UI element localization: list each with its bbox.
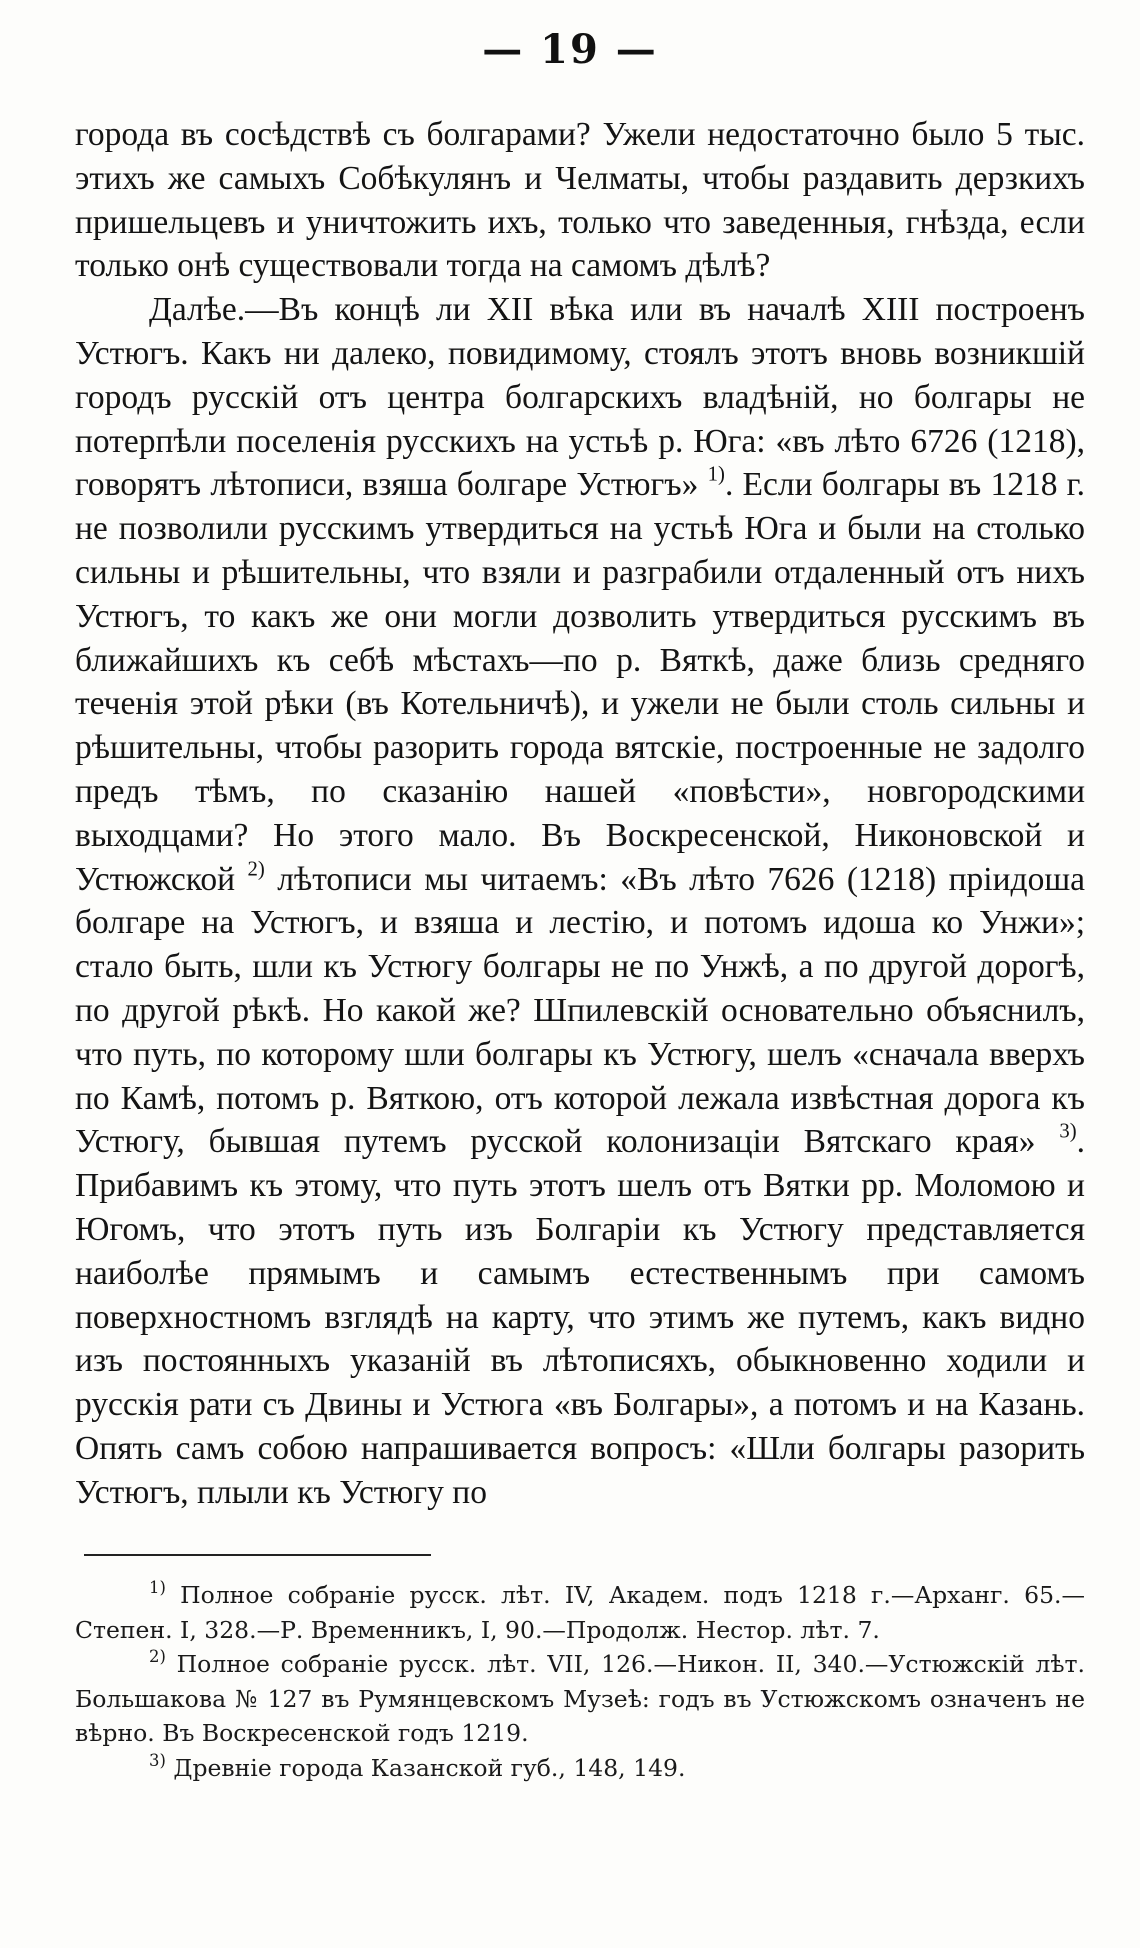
footnote-2 [75, 1647, 1085, 1751]
paragraph-2-part-1: Далѣе.—Въ концѣ ли XII вѣка или въ началѣ XIII построенъ Устюгъ. Какъ ни далеко, повидимому, стоялъ этотъ вновь возникшій городъ русскій отъ центра болгарскихъ владѣній, но болгары не потерпѣли поселенія русскихъ на устьѣ р. Юга: «въ лѣто 6726 (1218), говорятъ лѣтописи, взяша болгаре Устюгъ» [75, 291, 1085, 504]
footnote-1-marker: 1) [149, 1578, 166, 1598]
footnotes [75, 1578, 1085, 1786]
paragraph-2-part-3: лѣтописи мы читаемъ: «Въ лѣто 7626 (1218) пріидоша болгаре на Устюгъ, и взяша и лестію, и потомъ идоша ко Унжи»; стало быть, шли къ Устюгу болгары не по Унжѣ, а по другой дорогѣ, по другой рѣкѣ. Но какой же? Шпилевскій основательно объяснилъ, что путь, по которому шли болгары къ Устюгу, шелъ «сначала вверхъ по Камѣ, потомъ р. Вяткою, отъ которой лежала извѣстная дорога къ Устюгу, бывшая путемъ русской колонизаціи Вятскаго края» [75, 860, 1086, 1161]
page-number: — 19 — [482, 26, 658, 73]
footnote-2-marker: 2) [149, 1647, 166, 1667]
footnote-2-text: Полное собраніе русск. лѣт. VII, 126.—Никон. II, 340.—Устюжскій лѣт. Большакова № 127 въ Румянцевскомъ Музеѣ: годъ въ Устюжскомъ означенъ не вѣрно. Въ Воскресенской годъ 1219. [75, 1650, 1085, 1748]
paragraph-2 [75, 288, 1085, 1514]
paragraph-2-part-4: . Прибавимъ къ этому, что путь этотъ шелъ отъ Вятки рр. Моломою и Югомъ, что этотъ путь изъ Болгаріи къ Устюгу представляется наиболѣе прямымъ и самымъ естественнымъ при самомъ поверхностномъ взглядѣ на карту, что этимъ же путемъ, какъ видно изъ постоянныхъ указаній въ лѣтописяхъ, обыкновенно ходили и русскія рати съ Двины и Устюга «въ Болгары», а потомъ и на Казань. Опять самъ собою напрашивается вопросъ: «Шли болгары разорить Устюгъ, плыли къ Устюгу по [75, 1123, 1085, 1511]
main-text [75, 113, 1085, 1515]
paragraph-2-part-2: . Если болгары въ 1218 г. не позволили русскимъ утвердиться на устьѣ Юга и были на столько сильны и рѣшительны, что взяли и разграбили отдаленный отъ нихъ Устюгъ, то какъ же они могли дозволить утвердиться русскимъ въ ближайшихъ къ себѣ мѣстахъ—по р. Вяткѣ, даже близь средняго теченія этой рѣки (въ Котельничѣ), и ужели не были столь сильны и рѣшительны, чтобы разорить города вятскіе, построенные не задолго предъ тѣмъ, по сказанію нашей «повѣсти», новгородскими выходцами? Но этого мало. Въ Воскресенской, Никоновской и Устюжской [75, 466, 1086, 898]
footnote-ref-3[interactable]: 3) [1059, 1119, 1077, 1143]
footnote-divider [84, 1554, 431, 1556]
footnote-1 [75, 1578, 1085, 1647]
footnote-ref-1[interactable]: 1) [707, 462, 725, 486]
footnote-3-marker: 3) [149, 1751, 166, 1771]
footnote-3-text: Древніе города Казанской губ., 148, 149. [173, 1753, 686, 1782]
paragraph-1: города въ сосѣдствѣ съ болгарами? Ужели недостаточно было 5 тыс. этихъ же самыхъ Собѣкулянъ и Челматы, чтобы раздавить дерзкихъ пришельцевъ и уничтожить ихъ, только что заведенныя, гнѣзда, если только онѣ существовали тогда на самомъ дѣлѣ? [75, 116, 1085, 285]
footnote-1-text: Полное собраніе русск. лѣт. IV, Академ. подъ 1218 г.—Арханг. 65.—Степен. I, 328.—Р. Временникъ, I, 90.—Продолж. Нестор. лѣт. 7. [75, 1581, 1085, 1644]
footnote-ref-2[interactable]: 2) [247, 857, 265, 881]
footnote-3 [75, 1751, 1085, 1786]
